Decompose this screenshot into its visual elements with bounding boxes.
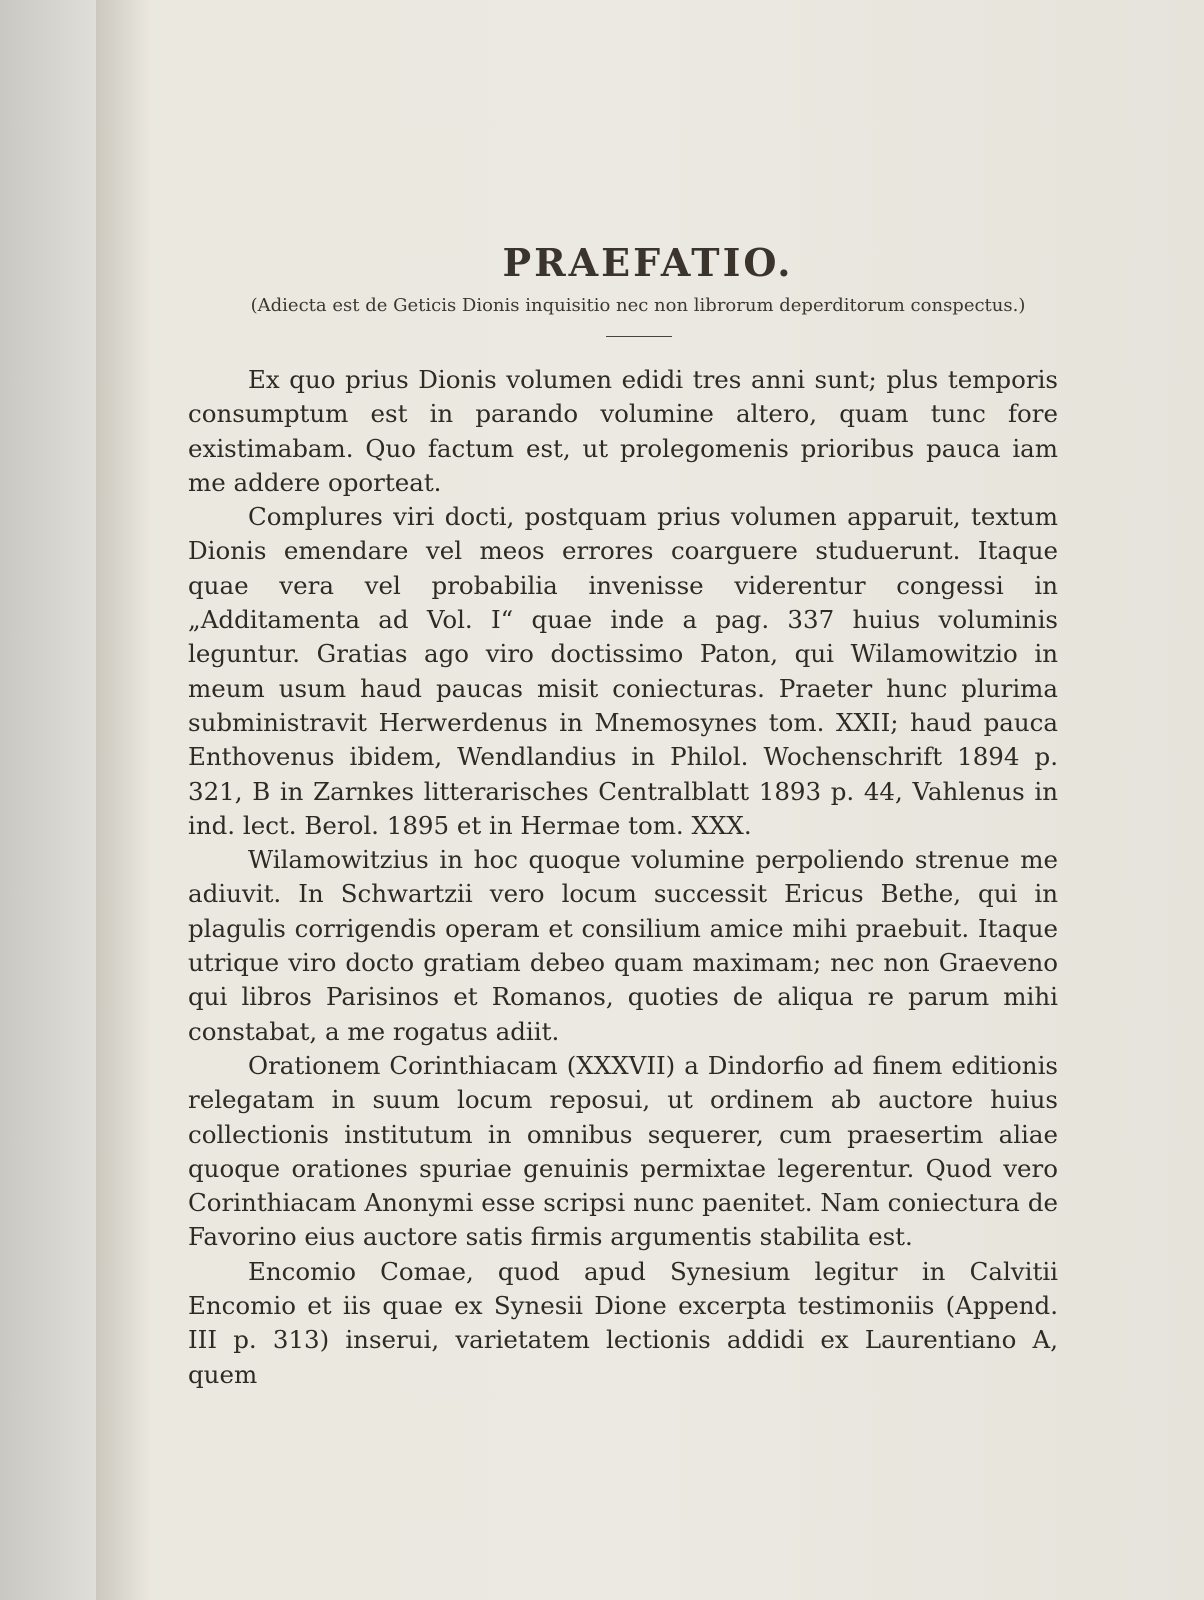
paragraph-4: Orationem Corinthiacam (XXXVII) a Dindorfio ad finem editionis relegatam in suum locum reposui, ut ordinem ab auctore huius collectionis institutum in omnibus sequerer, cum praesertim aliae quoque orationes spuriae genuinis permixtae legerentur. Quod vero Corinthiacam Anonymi esse scripsi nunc paenitet. Nam coniectura de Favorino eius auctore satis firmis argumentis stabilita est. xyxy=(188,1050,1058,1252)
page-content xyxy=(188,240,1058,1392)
paragraph-3: Wilamowitzius in hoc quoque volumine perpoliendo strenue me adiuvit. In Schwartzii vero locum successit Ericus Bethe, qui in plagulis corrigendis operam et consilium amice mihi praebuit. Itaque utrique viro docto gratiam debeo quam maximam; nec non Graeveno qui libros Parisinos et Romanos, quoties de aliqua re parum mihi constabat, a me rogatus adiit. xyxy=(188,845,1058,1046)
title-rule xyxy=(606,336,672,337)
paragraph-2: Complures viri docti, postquam prius volumen apparuit, textum Dionis emendare vel meos errores coarguere studuerunt. Itaque quae vera vel probabilia invenisse viderentur congessi in „Additamenta ad Vol. I“ quae inde a pag. 337 huius voluminis leguntur. Gratias ago viro doctissimo Paton, qui Wilamowitzio in meum usum haud paucas misit coniecturas. Praeter hunc plurima subministravit Herwerdenus in Mnemosynes tom. XXII; haud pauca Enthovenus ibidem, Wendlandius in Philol. Wochenschrift 1894 p. 321, B in Zarnkes litterarisches Centralblatt 1893 p. 44, Vahlenus in ind. lect. Berol. 1895 et in Hermae tom. XXX. xyxy=(188,502,1058,840)
paragraph-1: Ex quo prius Dionis volumen edidi tres anni sunt; plus temporis consumptum est in parando volumine altero, quam tunc fore existimabam. Quo factum est, ut prolegomenis prioribus pauca iam me addere oporteat. xyxy=(188,365,1058,497)
page-title: PRAEFATIO. xyxy=(502,240,794,285)
page-subtitle: (Adiecta est de Geticis Dionis inquisitio nec non librorum deperditorum conspectus.) xyxy=(250,295,1026,316)
paragraph-5: Encomio Comae, quod apud Synesium legitur in Calvitii Encomio et iis quae ex Synesii Dione excerpta testimoniis (Append. III p. 313) inserui, varietatem lectionis addidi ex Laurentiano A, quem xyxy=(188,1256,1058,1389)
gutter-shadow xyxy=(96,0,151,1600)
